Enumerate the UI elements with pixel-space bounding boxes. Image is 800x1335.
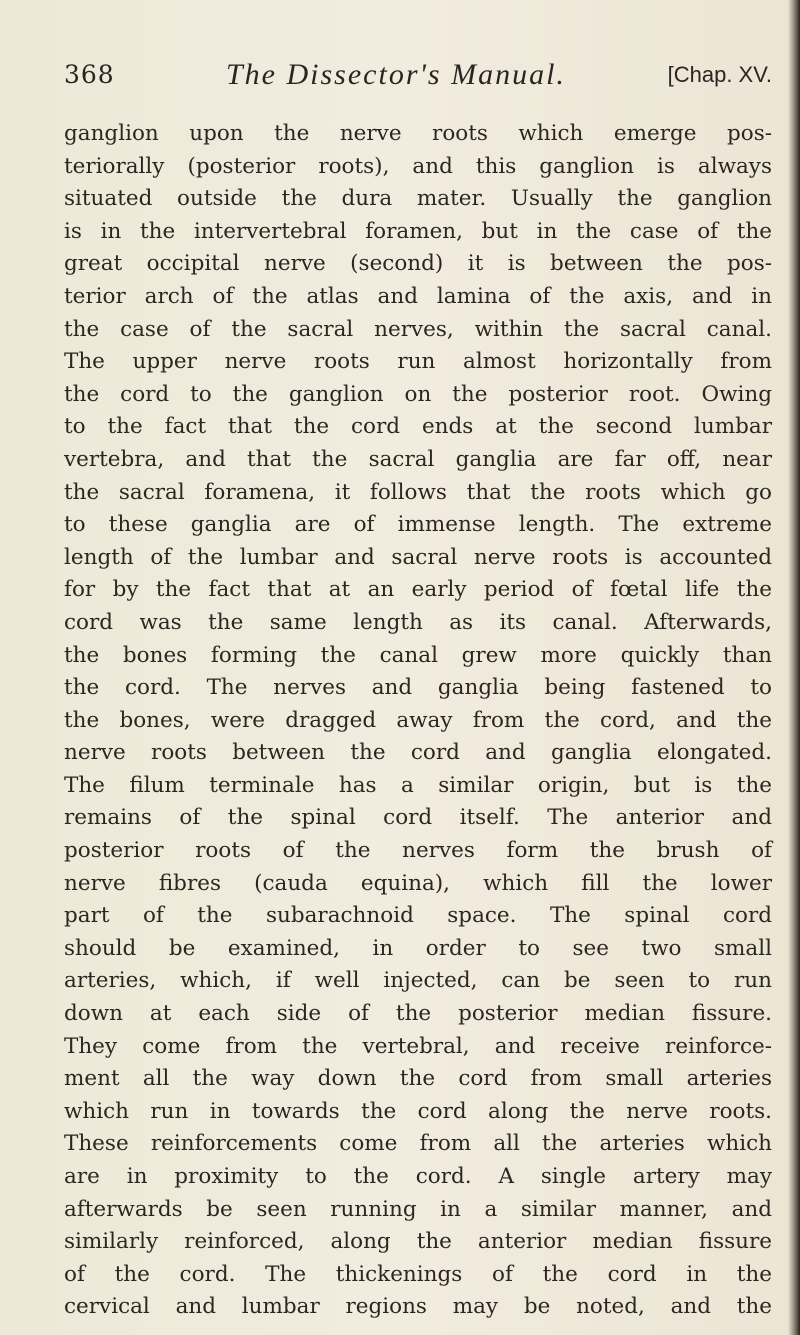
text-line: to these ganglia are of immense length. The extreme <box>64 512 772 538</box>
text-line: ment all the way down the cord from small arteries <box>64 1066 772 1092</box>
text-line: teriorally (posterior roots), and this ganglion is always <box>64 153 772 179</box>
text-line: The upper nerve roots run almost horizontally from <box>64 349 772 375</box>
text-line: of the cord. The thickenings of the cord in the <box>64 1261 772 1287</box>
running-title: The Dissector's Manual. <box>226 58 566 91</box>
text-line: for by the fact that at an early period of fœtal life the <box>64 577 772 603</box>
text-line: afterwards be seen running in a similar manner, and <box>64 1196 772 1222</box>
text-line: situated outside the dura mater. Usually the ganglion <box>64 186 772 212</box>
text-line: nerve roots between the cord and ganglia elongated. <box>64 740 772 766</box>
page-header <box>64 60 772 100</box>
text-line: cervical and lumbar regions may be noted, and the <box>64 1294 772 1320</box>
text-line: remains of the spinal cord itself. The anterior and <box>64 805 772 831</box>
text-line: great occipital nerve (second) it is between the pos- <box>64 251 772 277</box>
text-line: the cord to the ganglion on the posterior root. Owing <box>64 381 772 407</box>
text-line: terior arch of the atlas and lamina of the axis, and in <box>64 283 772 309</box>
page-edge-shadow <box>788 0 800 1335</box>
text-line: length of the lumbar and sacral nerve roots is accounted <box>64 544 772 570</box>
text-line: should be examined, in order to see two small <box>64 935 772 961</box>
text-line: posterior roots of the nerves form the brush of <box>64 838 772 864</box>
text-line: which run in towards the cord along the nerve roots. <box>64 1098 772 1124</box>
text-line: is in the intervertebral foramen, but in the case of the <box>64 218 772 244</box>
text-line: vertebra, and that the sacral ganglia are far off, near <box>64 446 772 472</box>
page-number: 368 <box>64 60 115 89</box>
text-line: the case of the sacral nerves, within the sacral canal. <box>64 316 772 342</box>
text-line: are in proximity to the cord. A single artery may <box>64 1164 772 1189</box>
text-line: These reinforcements come from all the arteries which <box>64 1131 772 1157</box>
text-line: nerve fibres (cauda equina), which fill the lower <box>64 870 772 896</box>
text-line: ganglion upon the nerve roots which emerge pos- <box>64 121 772 146</box>
text-line: the cord. The nerves and ganglia being fastened to <box>64 675 772 701</box>
text-line: part of the subarachnoid space. The spinal cord <box>64 903 772 929</box>
text-line: arteries, which, if well injected, can be seen to run <box>64 968 772 994</box>
text-line: the bones, were dragged away from the cord, and the <box>64 707 772 733</box>
text-line: They come from the vertebral, and receive reinforce- <box>64 1033 772 1059</box>
text-line: The filum terminale has a similar origin, but is the <box>64 772 772 798</box>
text-line: cord was the same length as its canal. Afterwards, <box>64 609 772 635</box>
text-line: the bones forming the canal grew more quickly than <box>64 642 772 668</box>
text-line: down at each side of the posterior median fissure. <box>64 1001 772 1027</box>
text-line: the sacral foramena, it follows that the roots which go <box>64 479 772 505</box>
body-text <box>64 118 772 1324</box>
chapter-label: [Chap. XV. <box>667 62 772 87</box>
text-line: similarly reinforced, along the anterior median fissure <box>64 1229 772 1255</box>
text-line: to the fact that the cord ends at the second lumbar <box>64 414 772 440</box>
